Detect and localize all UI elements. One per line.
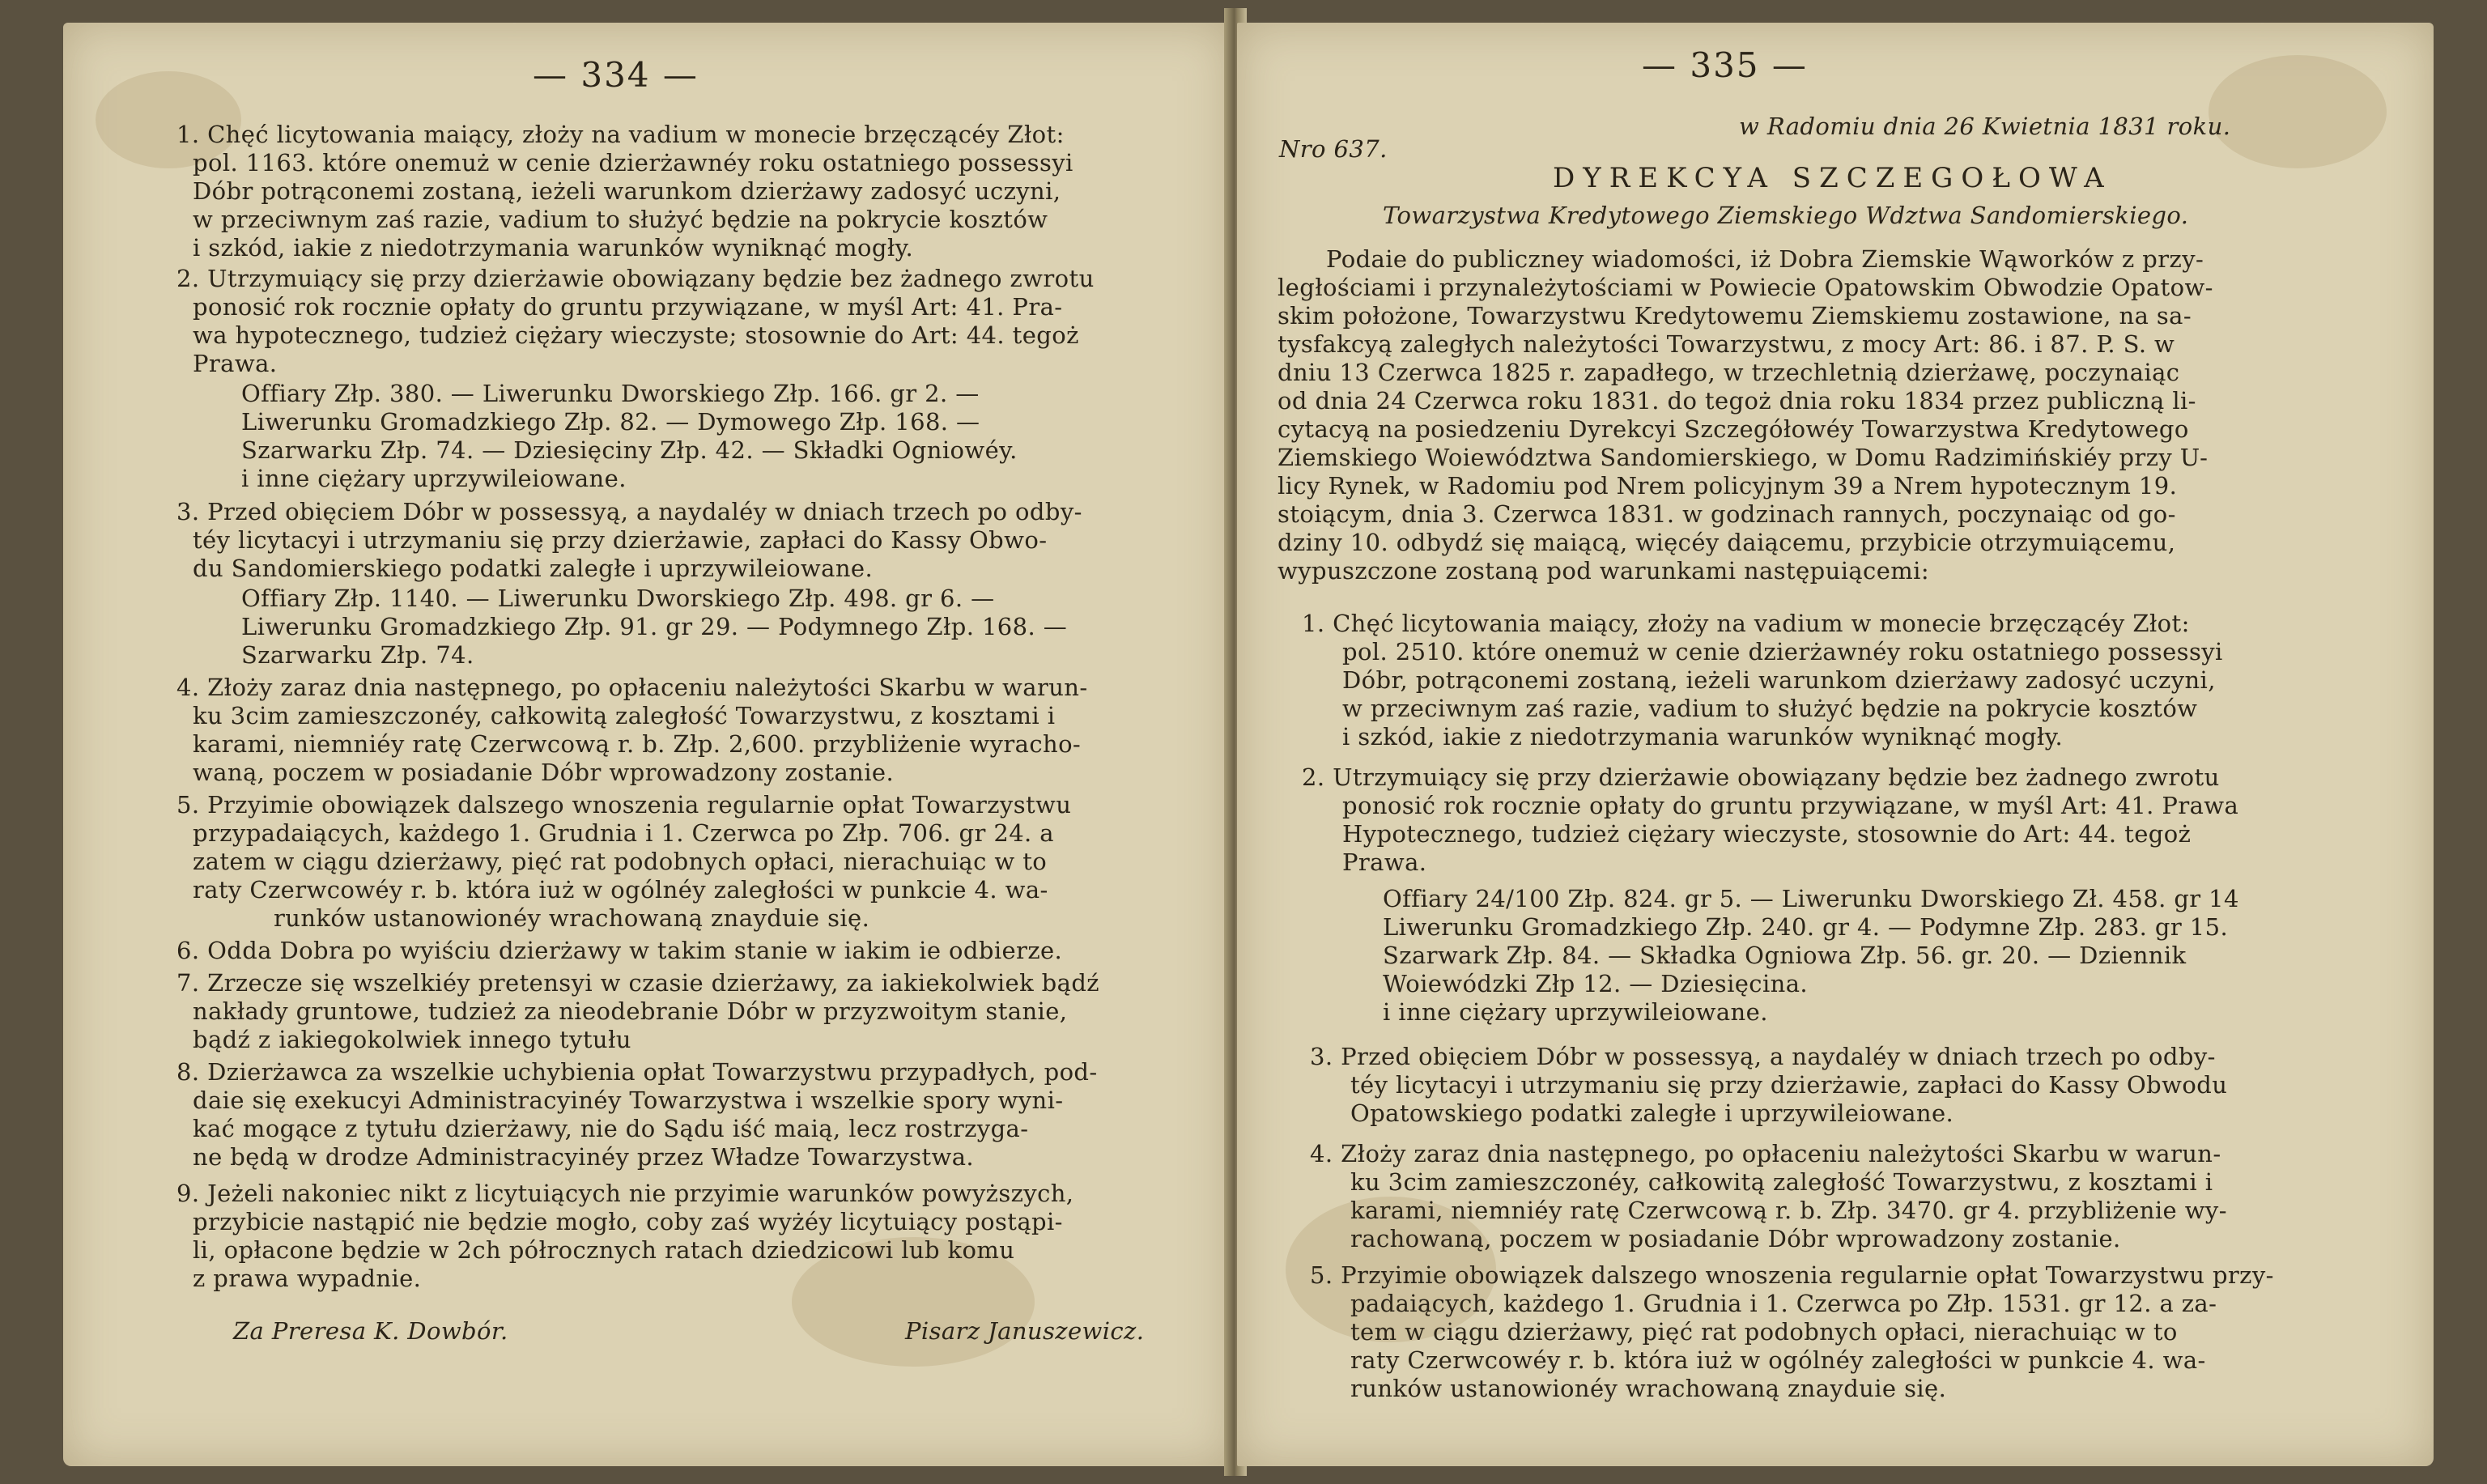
text-line: 2. Utrzymuiący się przy dzierżawie obowiązany będzie bez żadnego zwrotu	[176, 265, 1095, 292]
text-line: ponosić rok rocznie opłaty do gruntu przywiązane, w myśl Art: 41. Pra-	[193, 293, 1063, 321]
text-line: Offiary Złp. 1140. — Liwerunku Dworskiego Złp. 498. gr 6. —	[241, 585, 995, 612]
text-line: li, opłacone będzie w 2ch półrocznych ratach dziedzicowi lub komu	[193, 1236, 1015, 1264]
paper-stain	[2209, 55, 2387, 168]
text-line: 7. Zrzecze się wszelkiéy pretensyi w czasie dzierżawy, za iakiekolwiek bądź	[176, 969, 1099, 997]
text-line: cytacyą na posiedzeniu Dyrekcyi Szczegółowéy Towarzystwa Kredytowego	[1278, 415, 2189, 443]
text-line: 3. Przed obięciem Dóbr w possessyą, a naydaléy w dniach trzech po odby-	[1310, 1043, 2216, 1070]
text-line: Liwerunku Gromadzkiego Złp. 91. gr 29. — Podymnego Złp. 168. —	[241, 613, 1068, 640]
text-line: 8. Dzierżawca za wszelkie uchybienia opłat Towarzystwu przypadłych, pod-	[176, 1058, 1098, 1086]
text-line: stoiącym, dnia 3. Czerwca 1831. w godzinach rannych, poczynaiąc od go-	[1278, 500, 2176, 528]
document-title: DYREKCYA SZCZEGOŁOWA	[1553, 162, 2112, 194]
text-line: runków ustanowionéy wrachowaną znayduie się.	[274, 904, 870, 932]
text-line: 5. Przyimie obowiązek dalszego wnoszenia regularnie opłat Towarzystwu	[176, 791, 1072, 819]
text-line: i szkód, iakie z niedotrzymania warunków wyniknąć mogły.	[193, 234, 914, 262]
text-line: Szarwarku Złp. 74. — Dziesięciny Złp. 42. — Składki Ogniowéy.	[241, 436, 1018, 464]
text-line: bądź z iakiegokolwiek innego tytułu	[193, 1026, 631, 1053]
text-line: wypuszczone zostaną pod warunkami następuiącemi:	[1278, 557, 1930, 585]
signature-secretary: Pisarz Januszewicz.	[905, 1317, 1145, 1345]
text-line: raty Czerwcowéy r. b. która iuż w ogólnéy zaległości w punkcie 4. wa-	[193, 876, 1048, 904]
text-line: ku 3cim zamieszczonéy, całkowitą zaległość Towarzystwu, z kosztami i	[1350, 1168, 2213, 1196]
text-line: wa hypotecznego, tudzież ciężary wieczyste; stosownie do Art: 44. tegoż	[193, 321, 1079, 349]
text-line: karami, niemniéy ratę Czerwcową r. b. Złp. 2,600. przybliżenie wyracho-	[193, 730, 1082, 758]
text-line: i inne ciężary uprzywileiowane.	[1383, 998, 1768, 1026]
text-line: daie się exekucyi Administracyinéy Towarzystwa i wszelkie spory wyni-	[193, 1086, 1064, 1114]
text-line: dziny 10. odbydź się maiącą, więcéy daiącemu, przybicie otrzymuiącemu,	[1278, 529, 2176, 556]
text-line: padaiących, każdego 1. Grudnia i 1. Czerwca po Złp. 1531. gr 12. a za-	[1350, 1290, 2217, 1317]
text-line: waną, poczem w posiadanie Dóbr wprowadzony zostanie.	[193, 759, 895, 786]
text-line: 1. Chęć licytowania maiący, złoży na vadium w monecie brzęczącéy Złot:	[176, 121, 1065, 148]
text-line: ne będą w drodze Administracyinéy przez Władze Towarzystwa.	[193, 1143, 975, 1171]
text-line: Szarwark Złp. 84. — Składka Ogniowa Złp. 56. gr. 20. — Dziennik	[1383, 942, 2187, 969]
page-number: — 334 —	[533, 55, 699, 95]
text-line: dniu 13 Czerwca 1825 r. zapadłego, w trzechletnią dzierżawę, poczynaiąc	[1278, 359, 2180, 386]
text-line: 4. Złoży zaraz dnia następnego, po opłaceniu należytości Skarbu w warun-	[1310, 1140, 2221, 1167]
text-line: Hypotecznego, tudzież ciężary wieczyste, stosownie do Art: 44. tegoż	[1342, 820, 2192, 848]
text-line: 3. Przed obięciem Dóbr w possessyą, a naydaléy w dniach trzech po odby-	[176, 498, 1082, 525]
text-line: rachowaną, poczem w posiadanie Dóbr wprowadzony zostanie.	[1350, 1225, 2121, 1252]
document-number: Nro 637.	[1279, 135, 1388, 163]
text-line: Prawa.	[193, 350, 278, 377]
place-date: w Radomiu dnia 26 Kwietnia 1831 roku.	[1739, 113, 2231, 140]
text-line: Liwerunku Gromadzkiego Złp. 82. — Dymowego Złp. 168. —	[241, 408, 980, 436]
text-line: karami, niemniéy ratę Czerwcową r. b. Złp. 3470. gr 4. przybliżenie wy-	[1350, 1197, 2227, 1224]
text-line: nakłady gruntowe, tudzież za nieodebranie Dóbr w przyzwoitym stanie,	[193, 997, 1068, 1025]
text-line: od dnia 24 Czerwca roku 1831. do tegoż dnia roku 1834 przez publiczną li-	[1278, 387, 2196, 415]
text-line: Opatowskiego podatki zaległe i uprzywileiowane.	[1350, 1099, 1954, 1127]
page-number: — 335 —	[1642, 45, 1808, 85]
text-line: runków ustanowionéy wrachowaną znayduie się.	[1350, 1375, 1947, 1402]
text-line: pol. 2510. które onemuż w cenie dzierżawnéy roku ostatniego possessyi	[1342, 638, 2223, 665]
text-line: Ziemskiego Woiewództwa Sandomierskiego, w Domu Radzimińskiéy przy U-	[1278, 444, 2209, 471]
document-subtitle: Towarzystwa Kredytowego Ziemskiego Wdztwa Sandomierskiego.	[1383, 202, 2189, 229]
text-line: kać mogące z tytułu dzierżawy, nie do Sądu iść maią, lecz rostrzyga-	[193, 1115, 1029, 1142]
text-line: przybicie nastąpić nie będzie mogło, coby zaś wyżéy licytuiący postąpi-	[193, 1208, 1063, 1235]
text-line: Liwerunku Gromadzkiego Złp. 240. gr 4. — Podymne Złp. 283. gr 15.	[1383, 913, 2229, 941]
text-line: licy Rynek, w Radomiu pod Nrem policyjnym 39 a Nrem hypotecznym 19.	[1278, 472, 2178, 500]
text-line: zatem w ciągu dzierżawy, pięć rat podobnych opłaci, nierachuiąc w to	[193, 848, 1048, 875]
text-line: Dóbr, potrąconemi zostaną, ieżeli warunkom dzierżawy zadosyć uczyni,	[1342, 666, 2216, 694]
text-line: skim położone, Towarzystwu Kredytowemu Ziemskiemu zostawione, na sa-	[1278, 302, 2192, 330]
text-line: i inne ciężary uprzywileiowane.	[241, 465, 627, 492]
text-line: 5. Przyimie obowiązek dalszego wnoszenia regularnie opłat Towarzystwu przy-	[1310, 1261, 2274, 1289]
text-line: Prawa.	[1342, 848, 1427, 876]
text-line: w przeciwnym zaś razie, vadium to służyć będzie na pokrycie kosztów	[193, 206, 1048, 233]
text-line: 6. Odda Dobra po wyiściu dzierżawy w takim stanie w iakim ie odbierze.	[176, 937, 1063, 964]
signature-president: Za Preresa K. Dowbór.	[233, 1317, 508, 1345]
left-page	[63, 23, 1231, 1466]
text-line: ku 3cim zamieszczonéy, całkowitą zaległość Towarzystwu, z kosztami i	[193, 702, 1056, 729]
text-line: Offiary 24/100 Złp. 824. gr 5. — Liwerunku Dworskiego Zł. 458. gr 14	[1383, 885, 2239, 912]
text-line: raty Czerwcowéy r. b. która iuż w ogólnéy zaległości w punkcie 4. wa-	[1350, 1346, 2206, 1374]
text-line: 1. Chęć licytowania maiący, złoży na vadium w monecie brzęczącéy Złot:	[1302, 610, 2190, 637]
text-line: z prawa wypadnie.	[193, 1265, 422, 1292]
text-line: 2. Utrzymuiący się przy dzierżawie obowiązany będzie bez żadnego zwrotu	[1302, 763, 2220, 791]
text-line: téy licytacyi i utrzymaniu się przy dzierżawie, zapłaci do Kassy Obwo-	[193, 526, 1048, 554]
text-line: ległościami i przynależytościami w Powiecie Opatowskim Obwodzie Opatow-	[1278, 274, 2213, 301]
text-line: przypadaiących, każdego 1. Grudnia i 1. Czerwca po Złp. 706. gr 24. a	[193, 819, 1054, 847]
text-line: 4. Złoży zaraz dnia następnego, po opłaceniu należytości Skarbu w warun-	[176, 674, 1088, 701]
text-line: Szarwarku Złp. 74.	[241, 641, 474, 669]
text-line: Woiewódzki Złp 12. — Dziesięcina.	[1383, 970, 1809, 997]
text-line: du Sandomierskiego podatki zaległe i uprzywileiowane.	[193, 555, 874, 582]
text-line: tysfakcyą zaległych należytości Towarzystwu, z mocy Art: 86. i 87. P. S. w	[1278, 330, 2175, 358]
text-line: ponosić rok rocznie opłaty do gruntu przywiązane, w myśl Art: 41. Prawa	[1342, 792, 2239, 819]
text-line: téy licytacyi i utrzymaniu się przy dzierżawie, zapłaci do Kassy Obwodu	[1350, 1071, 2228, 1099]
text-line: i szkód, iakie z niedotrzymania warunków wyniknąć mogły.	[1342, 723, 2064, 751]
text-line: w przeciwnym zaś razie, vadium to służyć będzie na pokrycie kosztów	[1342, 695, 2198, 722]
right-page	[1237, 23, 2434, 1466]
text-line: 9. Jeżeli nakoniec nikt z licytuiących nie przyimie warunków powyższych,	[176, 1180, 1074, 1207]
text-line: tem w ciągu dzierżawy, pięć rat podobnych opłaci, nierachuiąc w to	[1350, 1318, 2178, 1346]
text-line: Offiary Złp. 380. — Liwerunku Dworskiego Złp. 166. gr 2. —	[241, 380, 980, 407]
text-line: pol. 1163. które onemuż w cenie dzierżawnéy roku ostatniego possessyi	[193, 149, 1073, 176]
text-line: Dóbr potrąconemi zostaną, ieżeli warunkom dzierżawy zadosyć uczyni,	[193, 177, 1061, 205]
text-line: Podaie do publiczney wiadomości, iż Dobra Ziemskie Wąworków z przy-	[1326, 245, 2204, 273]
